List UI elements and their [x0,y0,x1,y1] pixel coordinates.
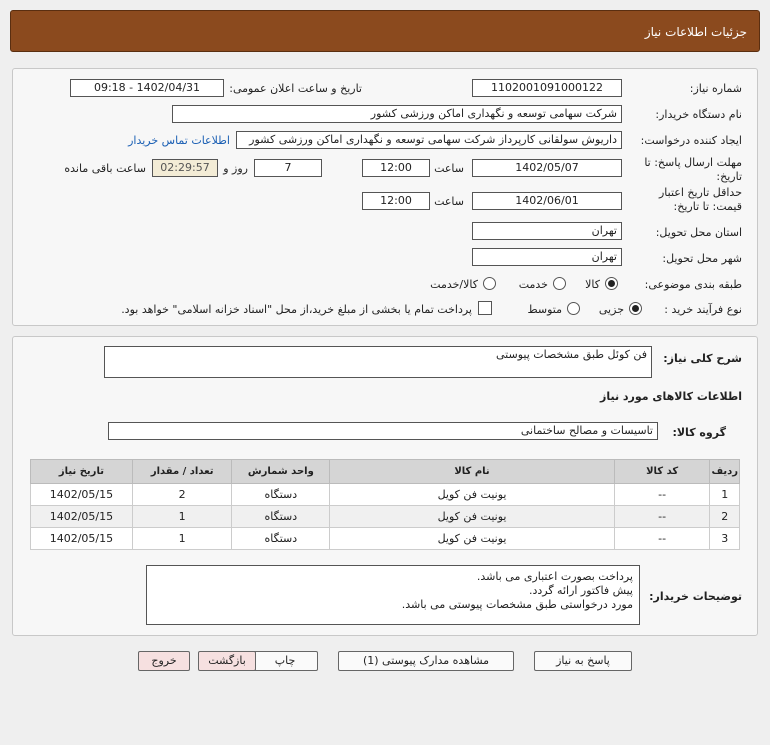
cell-qty: 1 [132,528,232,550]
summary-label: شرح کلی نیاز: [663,352,742,365]
city-label: شهر محل تحویل: [662,252,742,265]
col-header-date: تاریخ نیاز [31,460,133,484]
buyer-org-label: نام دستگاه خریدار: [655,108,742,121]
goods-group-label: گروه کالا: [672,426,726,439]
category-radio-service[interactable] [553,277,566,290]
cell-unit: دستگاه [232,528,330,550]
payment-note: پرداخت تمام یا بخشی از مبلغ خرید،از محل "اسناد خزانه اسلامی" خواهد بود. [121,303,472,316]
category-label: طبقه بندی موضوعی: [644,278,742,291]
announce-field: 1402/04/31 - 09:18 [70,79,224,97]
validity-label: حداقل تاریخ اعتبار قیمت: تا تاریخ: [658,186,742,213]
col-header-qty: تعداد / مقدار [132,460,232,484]
cell-code: -- [614,506,710,528]
buyer-note-line: پرداخت بصورت اعتباری می باشد. [476,570,633,583]
goods-info-title: اطلاعات کالاهای مورد نیاز [600,390,742,403]
page-title-bar [10,10,760,52]
cell-row: 2 [710,506,740,528]
creator-label: ایجاد کننده درخواست: [640,134,742,147]
buyer-note-line: پیش فاکتور ارائه گردد. [528,584,633,597]
creator-field: داریوش سولقانی کارپرداز شرکت سهامی توسعه و نگهداری اماکن ورزشی کشور [236,131,622,149]
buyer-org-field: شرکت سهامی توسعه و نگهداری اماکن ورزشی کشور [172,105,622,123]
validity-date-field: 1402/06/01 [472,192,622,210]
cell-unit: دستگاه [232,484,330,506]
exit-button[interactable]: خروج [138,651,190,671]
cell-code: -- [614,528,710,550]
table-row [31,528,740,550]
deadline-label: مهلت ارسال پاسخ: تا تاریخ: [644,156,742,183]
category-radio-goods[interactable] [605,277,618,290]
need-number-field: 1102001091000122 [472,79,622,97]
cell-unit: دستگاه [232,506,330,528]
table-row [31,484,740,506]
buyer-contact-link[interactable]: اطلاعات تماس خریدار [128,134,230,147]
days-label: روز و [223,162,248,175]
col-header-unit: واحد شمارش [232,460,330,484]
goods-table [30,459,740,550]
goods-group-field: تاسیسات و مصالح ساختمانی [108,422,658,440]
remaining-time-field: 02:29:57 [152,159,218,177]
validity-time-field: 12:00 [362,192,430,210]
remaining-label: ساعت باقی مانده [64,162,146,175]
table-row [31,506,740,528]
cell-row: 3 [710,528,740,550]
province-label: استان محل تحویل: [655,226,742,239]
category-option-both: کالا/خدمت [430,278,478,291]
need-number-label: شماره نیاز: [689,82,742,95]
col-header-name: نام کالا [330,460,615,484]
summary-field: فن کوئل طبق مشخصات پیوستی [104,346,652,378]
buyer-notes-label: توضیحات خریدار: [649,590,742,603]
process-label: نوع فرآیند خرید : [664,303,742,316]
process-option-medium: متوسط [527,303,562,316]
reply-button[interactable]: پاسخ به نیاز [534,651,632,671]
buyer-note-line: مورد درخواستی طبق مشخصات پیوستی می باشد. [401,598,633,611]
back-button[interactable]: بازگشت [198,651,256,671]
attachments-button[interactable]: مشاهده مدارک پیوستی (1) [338,651,514,671]
cell-name: یونیت فن کویل [330,484,615,506]
cell-date: 1402/05/15 [31,484,133,506]
announce-label: تاریخ و ساعت اعلان عمومی: [229,82,362,95]
cell-code: -- [614,484,710,506]
col-header-row: ردیف [710,460,740,484]
table-header-row [31,460,740,484]
deadline-time-field: 12:00 [362,159,430,177]
category-option-service: خدمت [518,278,548,291]
deadline-time-label: ساعت [434,162,464,175]
process-radio-medium[interactable] [567,302,580,315]
cell-name: یونیت فن کویل [330,528,615,550]
col-header-code: کد کالا [614,460,710,484]
category-radio-both[interactable] [483,277,496,290]
cell-row: 1 [710,484,740,506]
cell-name: یونیت فن کویل [330,506,615,528]
page-title: جزئیات اطلاعات نیاز [644,25,747,39]
treasury-checkbox[interactable] [478,301,492,315]
cell-qty: 2 [132,484,232,506]
process-radio-minor[interactable] [629,302,642,315]
category-option-goods: کالا [585,278,600,291]
province-field: تهران [472,222,622,240]
deadline-date-field: 1402/05/07 [472,159,622,177]
cell-qty: 1 [132,506,232,528]
print-button[interactable]: چاپ [252,651,318,671]
buyer-notes-field [146,565,640,625]
cell-date: 1402/05/15 [31,506,133,528]
validity-time-label: ساعت [434,195,464,208]
city-field: تهران [472,248,622,266]
days-field: 7 [254,159,322,177]
cell-date: 1402/05/15 [31,528,133,550]
process-option-minor: جزیی [598,303,624,316]
